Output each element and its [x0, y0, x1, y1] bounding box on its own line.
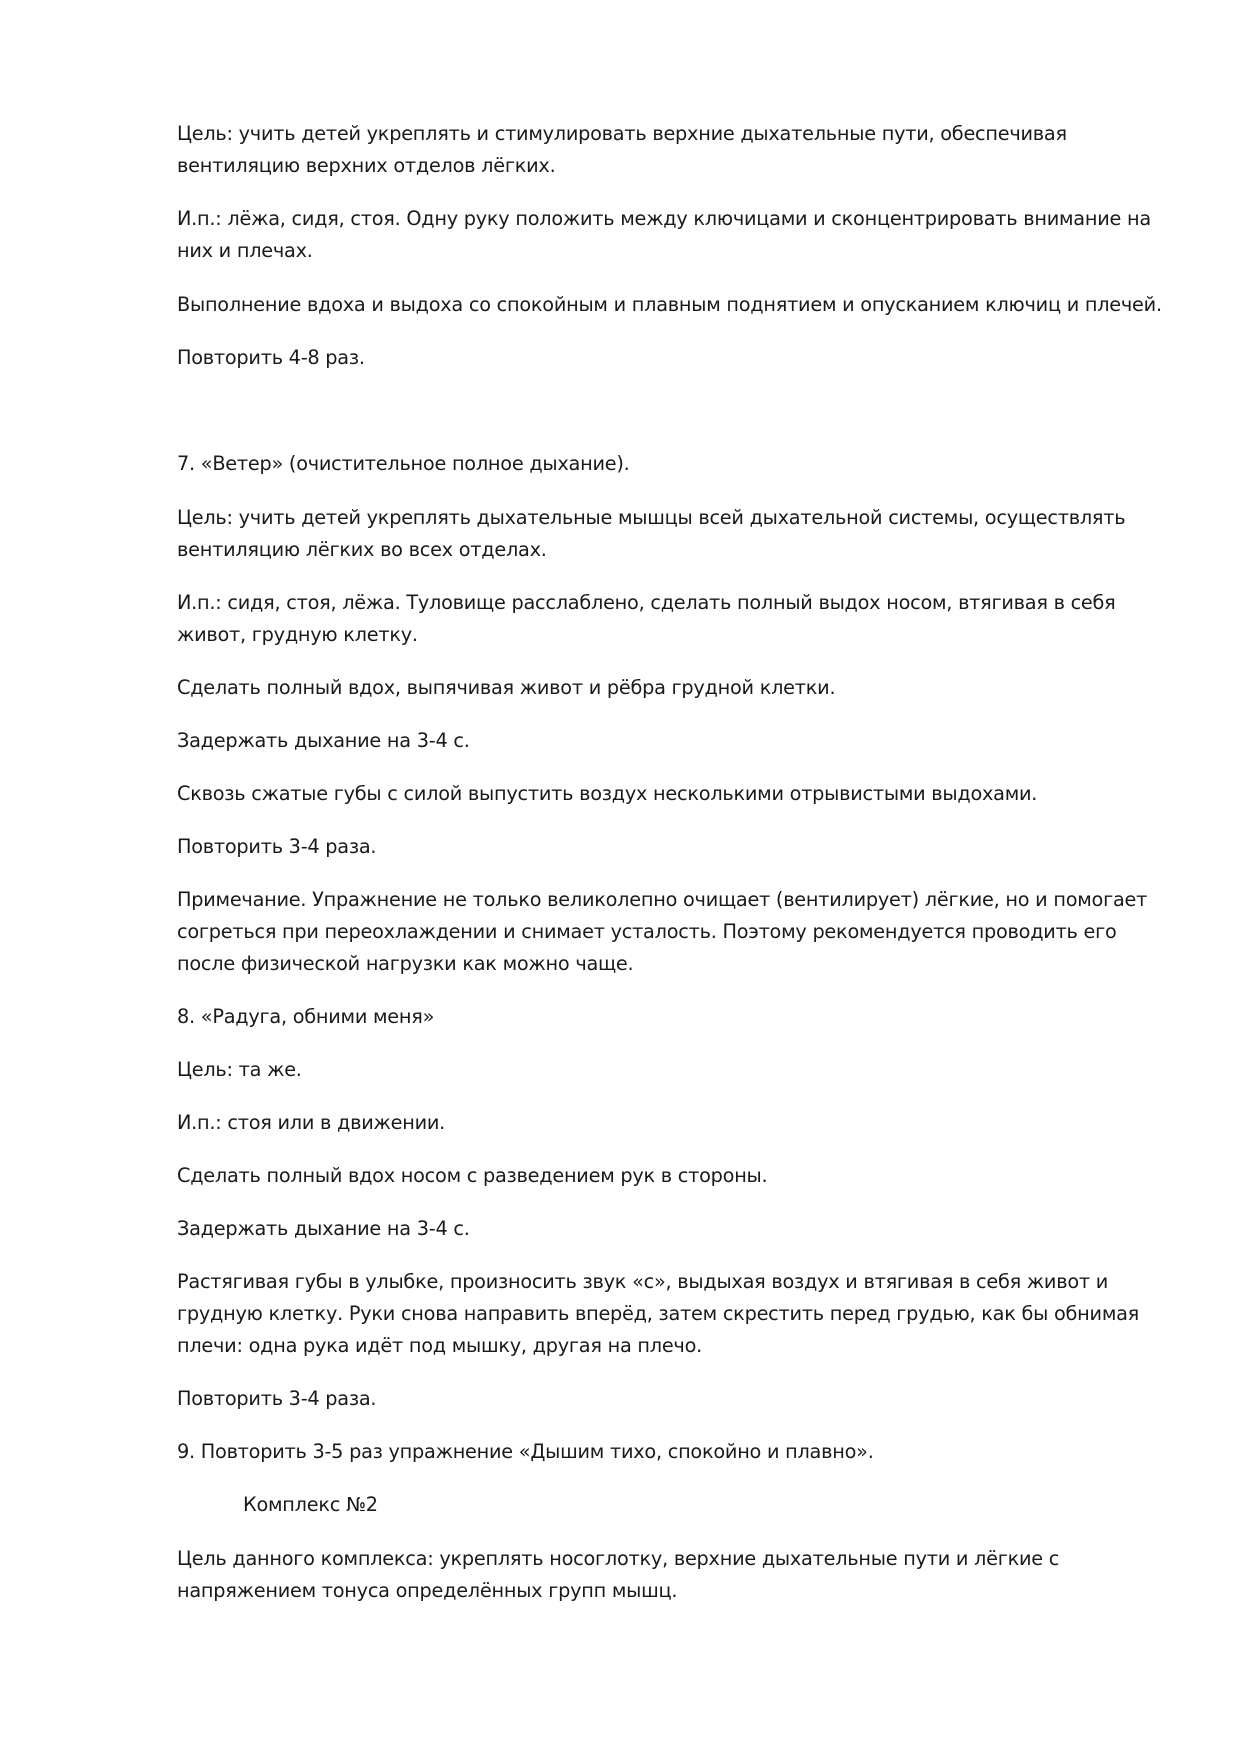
- paragraph-hold-7: Задержать дыхание на 3-4 с.: [177, 729, 470, 752]
- paragraph-inhale-8: Сделать полный вдох носом с разведением рук в стороны.: [177, 1164, 768, 1187]
- complex-heading-2: Комплекс №2: [243, 1493, 378, 1516]
- exercise-heading-8: 8. «Радуга, обними меня»: [177, 1005, 435, 1028]
- paragraph-hold-8: Задержать дыхание на 3-4 с.: [177, 1217, 470, 1240]
- paragraph-exhale-7: Сквозь сжатые губы с силой выпустить воздух несколькими отрывистыми выдохами.: [177, 782, 1038, 805]
- paragraph-goal-7: Цель: учить детей укреплять дыхательные мышцы всей дыхательной системы, осуществлять вентиляцию лёгких во всех отделах.: [177, 506, 1126, 561]
- paragraph-repeat-8: Повторить 3-4 раза.: [177, 1387, 377, 1410]
- exercise-heading-9: 9. Повторить 3-5 раз упражнение «Дышим тихо, спокойно и плавно».: [177, 1440, 874, 1463]
- paragraph-start-position-1: И.п.: лёжа, сидя, стоя. Одну руку положить между ключицами и сконцентрировать внимание на них и плечах.: [177, 207, 1151, 262]
- paragraph-exhale-8: Растягивая губы в улыбке, произносить звук «с», выдыхая воздух и втягивая в себя живот и грудную клетку. Руки снова направить вперёд, затем скрестить перед грудью, как бы обнимая плечи: одна рука идёт под мышку, другая на плечо.: [177, 1270, 1140, 1357]
- paragraph-repeat-1: Повторить 4-8 раз.: [177, 346, 365, 369]
- paragraph-start-position-7: И.п.: сидя, стоя, лёжа. Туловище расслаблено, сделать полный выдох носом, втягивая в себя живот, грудную клетку.: [177, 591, 1116, 646]
- paragraph-repeat-7: Повторить 3-4 раза.: [177, 835, 377, 858]
- paragraph-complex-goal: Цель данного комплекса: укреплять носоглотку, верхние дыхательные пути и лёгкие с напряжением тонуса определённых групп мышц.: [177, 1547, 1060, 1602]
- paragraph-start-position-8: И.п.: стоя или в движении.: [177, 1111, 446, 1134]
- paragraph-goal-1: Цель: учить детей укреплять и стимулировать верхние дыхательные пути, обеспечивая вентиляцию верхних отделов лёгких.: [177, 122, 1067, 177]
- paragraph-goal-8: Цель: та же.: [177, 1058, 302, 1081]
- paragraph-inhale-7: Сделать полный вдох, выпячивая живот и рёбра грудной клетки.: [177, 676, 836, 699]
- paragraph-execution-1: Выполнение вдоха и выдоха со спокойным и плавным поднятием и опусканием ключиц и плечей.: [177, 293, 1162, 316]
- paragraph-note-7: Примечание. Упражнение не только великолепно очищает (вентилирует) лёгкие, но и помогает согреться при переохлаждении и снимает усталость. Поэтому рекомендуется проводить его после физической нагрузки как можно чаще.: [177, 888, 1148, 975]
- exercise-heading-7: 7. «Ветер» (очистительное полное дыхание).: [177, 452, 630, 475]
